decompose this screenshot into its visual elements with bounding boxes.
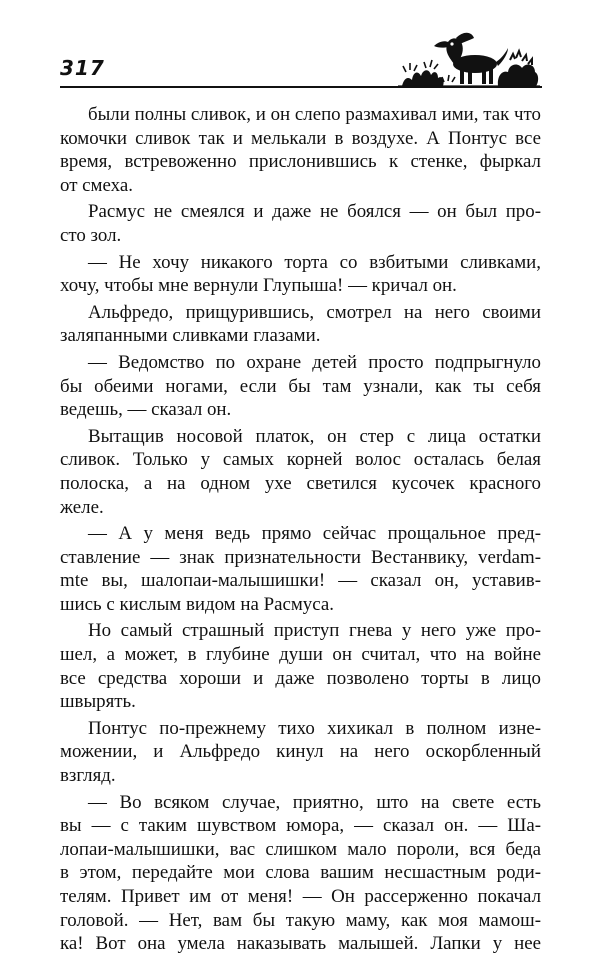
dachshund-dog-vignette-icon [398, 20, 540, 88]
text-line: Понтус по-прежнему тихо хихикал в полном изне- [88, 717, 541, 739]
paragraph [60, 717, 541, 788]
paragraph [60, 619, 541, 713]
text-line: Но самый страшный приступ гнева у него уже про- [88, 620, 541, 642]
paragraph [60, 522, 541, 616]
text-line: взгляд. [60, 765, 116, 787]
text-line: были полны сливок, и он слепо размахивал ими, так что [88, 104, 541, 125]
paragraph [60, 301, 541, 348]
paragraph [60, 425, 541, 519]
text-line: — Не хочу никакого торта со взбитыми сливками, [88, 251, 541, 273]
paragraph [60, 791, 541, 956]
text-line: шись с кислым видом на Расмуса. [60, 593, 334, 615]
text-line: в этом, передайте мои слова вашим несшастным роди- [60, 862, 541, 884]
text-line: комочки сливок так и мелькали в воздухе. А Понтус все [60, 127, 541, 149]
text-line: — Ведомство по охране детей просто подпрыгнуло [88, 351, 541, 373]
text-line: желе. [60, 496, 104, 518]
paragraph [60, 251, 541, 298]
text-line: заляпанными сливками глазами. [60, 325, 321, 347]
text-line: mte вы, шалопаи-малышишки! — сказал он, уставив- [60, 570, 541, 592]
text-line: ка! Вот она умела наказывать малышей. Лапки у нее [60, 933, 541, 955]
text-line: швырять. [60, 691, 136, 713]
text-line: ставление — знак признательности Вестанвику, verdam- [60, 546, 541, 568]
text-line: вы — с таким шувством юмора, — сказал он. — Ша- [60, 815, 541, 837]
paragraph [60, 200, 541, 247]
text-line: сливок. Только у самых корней волос осталась белая [60, 449, 541, 471]
text-line: хочу, чтобы мне вернули Глупыша! — кричал он. [60, 275, 457, 297]
text-line: Альфредо, прищурившись, смотрел на него своими [88, 301, 541, 323]
text-line: Вытащив носовой платок, он стер с лица остатки [88, 425, 541, 447]
paragraph [60, 351, 541, 422]
text-line: время, встревоженно прислонившись к стенке, фыркал [60, 151, 541, 173]
text-line: шел, а может, в глубине души он считал, что на войне [60, 644, 541, 666]
paragraph [60, 103, 541, 197]
text-line: ведешь, — сказал он. [60, 399, 232, 421]
text-line: лопаи-малышишки, вас слишком мало пороли, вся беда [60, 838, 541, 860]
text-line: можении, и Альфредо кинул на него оскорбленный [60, 741, 541, 763]
text-line: Расмус не смеялся и даже не боялся — он был про- [88, 201, 541, 223]
text-line: телям. Привет им от меня! — Он рассерженно покачал [60, 886, 541, 907]
body-text [60, 103, 541, 959]
text-line: сто зол. [60, 224, 122, 246]
page-number: 317 [60, 56, 105, 80]
text-line: все средства хороши и даже позволено торты в лицо [60, 667, 541, 689]
text-line: — Во всяком случае, приятно, што на свете есть [88, 791, 541, 813]
text-line: полоска, а на одном ухе светился кусочек красного [60, 472, 541, 494]
text-line: бы обеими ногами, если бы там узнали, как ты себя [60, 375, 541, 397]
text-line: от смеха. [60, 174, 133, 196]
text-line: — А у меня ведь прямо сейчас прощальное пред- [88, 523, 541, 545]
text-line: головой. — Нет, вам бы такую маму, как моя мамош- [60, 909, 541, 931]
